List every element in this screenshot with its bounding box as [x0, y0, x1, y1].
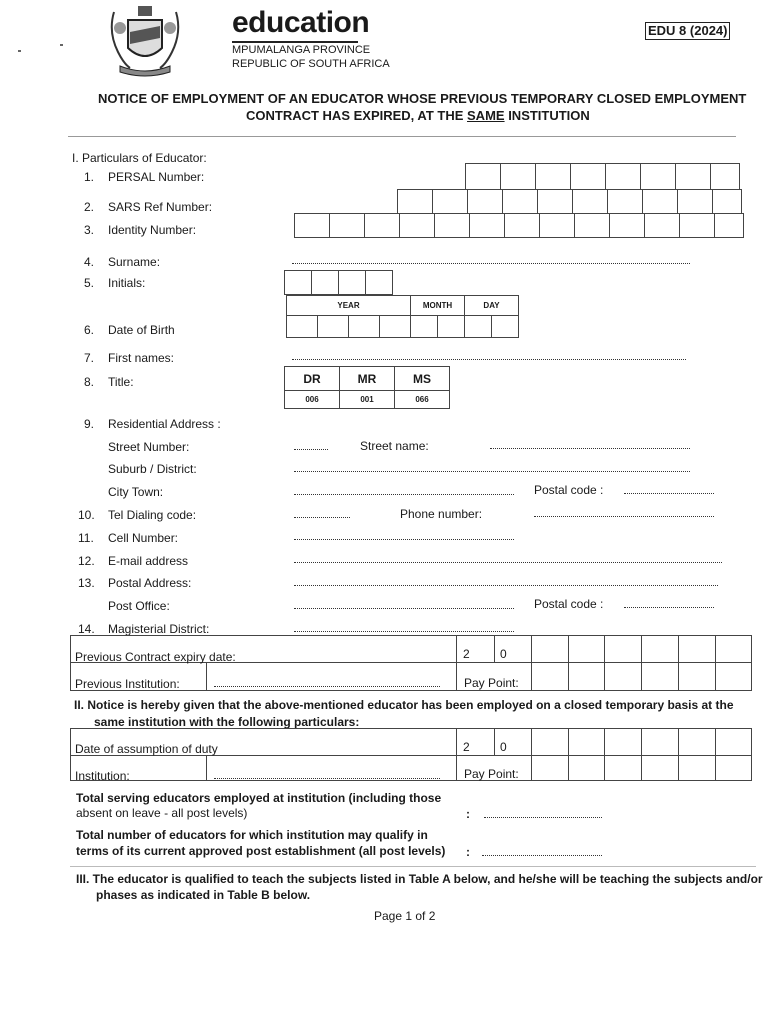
digit-box[interactable] [715, 214, 744, 238]
date-of-birth-boxes[interactable] [286, 295, 519, 338]
table-col-divider [641, 635, 642, 691]
dob-year-header: YEAR [287, 296, 411, 316]
form-title-line2 [246, 109, 590, 123]
digit-box[interactable] [503, 190, 538, 214]
label-postal-address: Postal Address: [108, 576, 192, 590]
dob-day-header: DAY [465, 296, 519, 316]
expiry-year-digit: 2 [463, 647, 470, 661]
label-surname: Surname: [108, 255, 161, 269]
label-sars: SARS Ref Number: [108, 200, 213, 214]
initial-box[interactable] [339, 271, 366, 295]
postal-code-field[interactable] [624, 607, 714, 608]
label-suburb: Suburb / District: [108, 462, 197, 476]
table-col-divider [456, 728, 457, 781]
title-option-mr[interactable]: MR [340, 367, 395, 391]
label-dob: Date of Birth [108, 323, 175, 337]
postal-address-field[interactable] [294, 585, 718, 586]
title-code: 001 [340, 391, 395, 409]
identity-number-boxes[interactable] [294, 213, 744, 238]
country-name: REPUBLIC OF SOUTH AFRICA [232, 58, 390, 70]
item-number: 11. [78, 531, 94, 545]
item-number: 1. [84, 170, 95, 184]
digit-box[interactable] [571, 164, 606, 190]
item-number: 9. [84, 417, 95, 431]
institution-field[interactable] [214, 778, 440, 779]
title-option-dr[interactable]: DR [285, 367, 340, 391]
digit-box[interactable] [606, 164, 641, 190]
table-col-divider [678, 728, 679, 781]
dob-digit-box[interactable] [465, 316, 492, 338]
label-magisterial: Magisterial District: [108, 622, 210, 636]
table-col-divider [206, 662, 207, 691]
form-title-line1: NOTICE OF EMPLOYMENT OF AN EDUCATOR WHOSE PREVIOUS TEMPORARY CLOSED EMPLOYMENT [98, 91, 747, 106]
table-col-divider [494, 728, 495, 755]
colon: : [466, 807, 470, 821]
phone-number-field[interactable] [534, 516, 714, 517]
total-serving-text: Total serving educators employed at institution (including those [76, 791, 442, 805]
expiry-year-digit: 0 [500, 647, 507, 661]
suburb-field[interactable] [294, 471, 690, 472]
scan-mark [60, 44, 63, 46]
table-col-divider [715, 635, 716, 691]
digit-box[interactable] [713, 190, 742, 214]
label-pay-point: Pay Point: [464, 676, 519, 690]
section2-text-line1: II. Notice is hereby given that the above-mentioned educator has been employed on a closed temporary basis at the [74, 698, 734, 712]
initial-box[interactable] [285, 271, 312, 295]
item-number: 4. [84, 255, 95, 269]
digit-box[interactable] [536, 164, 571, 190]
title-options[interactable] [284, 366, 450, 409]
digit-box[interactable] [676, 164, 711, 190]
label-persal: PERSAL Number: [108, 170, 205, 184]
title-underlined: SAME [467, 108, 505, 123]
digit-box[interactable] [575, 214, 610, 238]
table-col-divider [604, 728, 605, 781]
digit-box[interactable] [466, 164, 501, 190]
province-name: MPUMALANGA PROVINCE [232, 44, 371, 56]
dob-digit-box[interactable] [349, 316, 380, 338]
digit-box[interactable] [643, 190, 678, 214]
section3-text-line1: III. The educator is qualified to teach the subjects listed in Table A below, and he/she will be teaching the subjects and/or [76, 872, 763, 886]
digit-box[interactable] [470, 214, 505, 238]
label-email: E-mail address [108, 554, 189, 568]
digit-box[interactable] [501, 164, 536, 190]
label-tel-dialing: Tel Dialing code: [108, 508, 197, 522]
digit-box[interactable] [680, 214, 715, 238]
persal-number-boxes[interactable] [465, 163, 740, 190]
dob-digit-box[interactable] [492, 316, 519, 338]
section1-heading: I. Particulars of Educator: [72, 151, 207, 165]
label-identity: Identity Number: [108, 223, 197, 237]
digit-box[interactable] [330, 214, 365, 238]
digit-box[interactable] [505, 214, 540, 238]
table-col-divider [531, 635, 532, 691]
total-serving-field[interactable] [484, 817, 602, 818]
assumption-year-digit: 0 [500, 740, 507, 754]
label-assumption-date: Date of assumption of duty [75, 742, 218, 756]
item-number: 2. [84, 200, 95, 214]
label-prev-expiry: Previous Contract expiry date: [75, 650, 236, 664]
dept-name: education [232, 6, 370, 39]
coat-of-arms-logo [100, 2, 190, 82]
sars-ref-boxes[interactable] [397, 189, 742, 214]
digit-box[interactable] [468, 190, 503, 214]
label-postal-code: Postal code : [534, 483, 604, 497]
email-field[interactable] [294, 562, 722, 563]
form-code: EDU 8 (2024) [645, 22, 730, 40]
dob-month-header: MONTH [411, 296, 465, 316]
item-number: 10. [78, 508, 95, 522]
section-divider [70, 866, 756, 867]
label-phone: Phone number: [400, 507, 483, 521]
total-qualify-text: Total number of educators for which institution may qualify in [76, 828, 428, 842]
item-number: 8. [84, 375, 95, 389]
digit-box[interactable] [608, 190, 643, 214]
title-code: 066 [395, 391, 450, 409]
label-city: City Town: [108, 485, 164, 499]
digit-box[interactable] [365, 214, 400, 238]
label-postal-code: Postal code : [534, 597, 604, 611]
dob-digit-box[interactable] [287, 316, 318, 338]
dob-digit-box[interactable] [318, 316, 349, 338]
scan-mark [18, 50, 21, 52]
label-post-office: Post Office: [108, 599, 170, 613]
digit-box[interactable] [398, 190, 433, 214]
label-pay-point: Pay Point: [464, 767, 519, 781]
dob-digit-box[interactable] [380, 316, 411, 338]
table-col-divider [678, 635, 679, 691]
first-names-field[interactable] [292, 359, 686, 360]
item-number: 7. [84, 351, 95, 365]
initials-boxes[interactable] [284, 270, 393, 295]
postal-code-field[interactable] [624, 493, 714, 494]
page-number: Page 1 of 2 [374, 909, 436, 923]
street-number-field[interactable] [294, 449, 328, 450]
digit-box[interactable] [295, 214, 330, 238]
tel-dialing-field[interactable] [294, 517, 350, 518]
table-col-divider [456, 635, 457, 691]
digit-box[interactable] [645, 214, 680, 238]
table-col-divider [568, 635, 569, 691]
label-cell: Cell Number: [108, 531, 179, 545]
surname-field[interactable] [292, 263, 690, 264]
total-qualify-field[interactable] [482, 855, 602, 856]
item-number: 5. [84, 276, 95, 290]
table-col-divider [531, 728, 532, 781]
initial-box[interactable] [312, 271, 339, 295]
title-divider [68, 136, 736, 137]
item-number: 13. [78, 576, 95, 590]
item-number: 12. [78, 554, 95, 568]
label-street-number: Street Number: [108, 440, 190, 454]
digit-box[interactable] [641, 164, 676, 190]
digit-box[interactable] [610, 214, 645, 238]
table-col-divider [715, 728, 716, 781]
prev-institution-field[interactable] [214, 686, 440, 687]
digit-box[interactable] [540, 214, 575, 238]
colon: : [466, 845, 470, 859]
table-col-divider [641, 728, 642, 781]
dob-digit-box[interactable] [438, 316, 465, 338]
section3-text-line2: phases as indicated in Table B below. [96, 888, 311, 902]
item-number: 14. [78, 622, 95, 636]
section2-text-line2: same institution with the following particulars: [94, 715, 360, 729]
item-number: 6. [84, 323, 95, 337]
cell-number-field[interactable] [294, 539, 514, 540]
magisterial-district-field[interactable] [294, 631, 514, 632]
table-col-divider [206, 755, 207, 781]
digit-box[interactable] [435, 214, 470, 238]
digit-box[interactable] [433, 190, 468, 214]
dob-digit-box[interactable] [411, 316, 438, 338]
label-prev-institution: Previous Institution: [75, 677, 180, 691]
item-number: 3. [84, 223, 95, 237]
label-initials: Initials: [108, 276, 146, 290]
digit-box[interactable] [400, 214, 435, 238]
assumption-year-digit: 2 [463, 740, 470, 754]
total-serving-text: absent on leave - all post levels) [76, 806, 248, 820]
title-part: INSTITUTION [504, 108, 590, 123]
total-qualify-text: terms of its current approved post establishment (all post levels) [76, 844, 446, 858]
label-institution: Institution: [75, 769, 130, 783]
table-col-divider [604, 635, 605, 691]
table-col-divider [494, 635, 495, 662]
digit-box[interactable] [538, 190, 573, 214]
digit-box[interactable] [711, 164, 740, 190]
table-col-divider [568, 728, 569, 781]
label-first-names: First names: [108, 351, 175, 365]
label-title: Title: [108, 375, 134, 389]
post-office-field[interactable] [294, 608, 514, 609]
title-part: CONTRACT HAS EXPIRED, AT THE [246, 108, 468, 123]
label-street-name: Street name: [360, 439, 429, 453]
title-option-ms[interactable]: MS [395, 367, 450, 391]
street-name-field[interactable] [490, 448, 690, 449]
digit-box[interactable] [573, 190, 608, 214]
initial-box[interactable] [366, 271, 393, 295]
title-code: 006 [285, 391, 340, 409]
city-field[interactable] [294, 494, 514, 495]
digit-box[interactable] [678, 190, 713, 214]
label-residential-address: Residential Address : [108, 417, 221, 431]
